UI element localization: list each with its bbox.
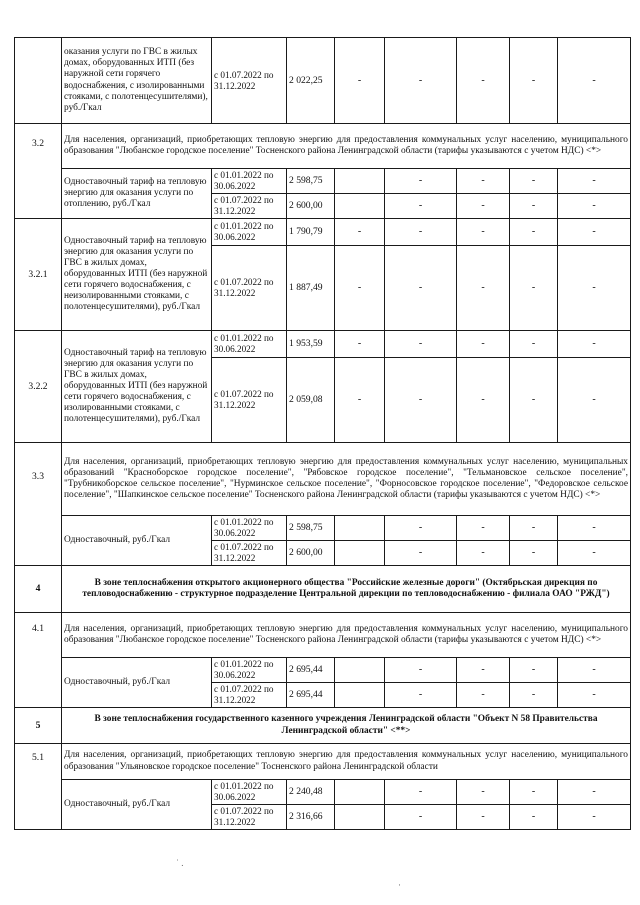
section-number: 3.2.1 [15, 219, 62, 331]
empty-value-cell: - [457, 683, 510, 708]
empty-value-cell: - [385, 219, 457, 246]
price-cell: 2 598,75 [287, 169, 335, 194]
empty-value-cell: - [385, 805, 457, 830]
section-description: Для населения, организаций, приобретающих тепловую энергию для предоставления коммунальных услуг населению, муниципального образования "Ульяновское городское поселение" Тосненского района Ленинградской области [62, 744, 631, 780]
period-cell: с 01.07.2022 по 31.12.2022 [212, 194, 287, 219]
empty-value-cell: - [457, 516, 510, 541]
empty-value-cell: - [385, 331, 457, 358]
empty-value-cell: - [558, 541, 631, 566]
tariff-table [14, 37, 631, 830]
empty-value-cell [335, 658, 385, 683]
table-row [15, 780, 631, 805]
empty-value-cell: - [558, 246, 631, 331]
empty-value-cell: - [457, 38, 510, 124]
empty-value-cell: - [335, 358, 385, 443]
table-row [15, 169, 631, 194]
period-cell: с 01.01.2022 по 30.06.2022 [212, 169, 287, 194]
empty-value-cell [335, 683, 385, 708]
empty-value-cell: - [457, 541, 510, 566]
empty-value-cell [335, 805, 385, 830]
period-cell: с 01.01.2022 по 30.06.2022 [212, 331, 287, 358]
section-number: 4.1 [15, 613, 62, 708]
tariff-name-cell: Одноставочный, руб./Гкал [62, 658, 212, 708]
period-cell: с 01.07.2022 по 31.12.2022 [212, 805, 287, 830]
empty-value-cell: - [558, 194, 631, 219]
period-cell: с 01.01.2022 по 30.06.2022 [212, 780, 287, 805]
price-cell: 2 598,75 [287, 516, 335, 541]
empty-value-cell: - [335, 331, 385, 358]
empty-value-cell: - [558, 658, 631, 683]
empty-value-cell: - [558, 358, 631, 443]
section-number: 5 [15, 708, 62, 744]
empty-value-cell: - [510, 219, 558, 246]
empty-value-cell [335, 541, 385, 566]
empty-value-cell: - [510, 516, 558, 541]
section-description-row [15, 124, 631, 169]
empty-value-cell: - [335, 219, 385, 246]
price-cell: 2 059,08 [287, 358, 335, 443]
period-cell: с 01.07.2022 по 31.12.2022 [212, 38, 287, 124]
empty-value-cell: - [558, 219, 631, 246]
price-cell: 2 600,00 [287, 541, 335, 566]
empty-value-cell [335, 194, 385, 219]
zone-heading-row [15, 566, 631, 613]
period-cell: с 01.01.2022 по 30.06.2022 [212, 658, 287, 683]
empty-value-cell: - [558, 683, 631, 708]
scan-speck: ˙ . [176, 858, 184, 868]
empty-value-cell: - [335, 246, 385, 331]
tariff-name-cell: Одноставочный тариф на тепловую энергию для оказания услуги по ГВС в жилых домах, оборудованных ИТП (без наружной сети горячего водоснабжения, с неизолированными стояками, с полотенцесушителями), руб./Гкал [62, 219, 212, 331]
empty-value-cell [335, 169, 385, 194]
period-cell: с 01.01.2022 по 30.06.2022 [212, 219, 287, 246]
empty-value-cell: - [335, 38, 385, 124]
row-number-cell [15, 38, 62, 124]
zone-heading-row [15, 708, 631, 744]
empty-value-cell: - [457, 805, 510, 830]
empty-value-cell: - [457, 194, 510, 219]
empty-value-cell: - [510, 194, 558, 219]
tariff-name-cell: Одноставочный тариф на тепловую энергию для оказания услуги по отоплению, руб./Гкал [62, 169, 212, 219]
table-row [15, 331, 631, 358]
price-cell: 2 316,66 [287, 805, 335, 830]
empty-value-cell: - [510, 331, 558, 358]
empty-value-cell: - [385, 658, 457, 683]
price-cell: 1 953,59 [287, 331, 335, 358]
empty-value-cell: - [510, 780, 558, 805]
zone-heading: В зоне теплоснабжения открытого акционерного общества "Российские железные дороги" (Октябрьская дирекция по тепловодоснабжению - структурное подразделение Центральной дирекции по тепловодоснабжению - филиала ОАО "РЖД") [62, 566, 631, 613]
price-cell: 1 887,49 [287, 246, 335, 331]
empty-value-cell: - [385, 246, 457, 331]
empty-value-cell: - [457, 658, 510, 683]
price-cell: 2 695,44 [287, 658, 335, 683]
empty-value-cell: - [558, 516, 631, 541]
period-cell: с 01.07.2022 по 31.12.2022 [212, 541, 287, 566]
period-cell: с 01.07.2022 по 31.12.2022 [212, 246, 287, 331]
empty-value-cell: - [457, 169, 510, 194]
empty-value-cell: - [510, 805, 558, 830]
table-row [15, 38, 631, 124]
empty-value-cell: - [385, 516, 457, 541]
price-cell: 1 790,79 [287, 219, 335, 246]
empty-value-cell [335, 780, 385, 805]
empty-value-cell: - [510, 683, 558, 708]
section-number: 4 [15, 566, 62, 613]
empty-value-cell: - [510, 38, 558, 124]
price-cell: 2 240,48 [287, 780, 335, 805]
empty-value-cell: - [510, 658, 558, 683]
period-cell: с 01.07.2022 по 31.12.2022 [212, 683, 287, 708]
empty-value-cell: - [558, 780, 631, 805]
period-cell: с 01.01.2022 по 30.06.2022 [212, 516, 287, 541]
price-cell: 2 022,25 [287, 38, 335, 124]
tariff-name-cell: Одноставочный тариф на тепловую энергию для оказания услуги по ГВС в жилых домах, оборудованных ИТП (без наружной сети горячего водоснабжения, с изолированными стояками, с полотенцесушителями), руб./Гкал [62, 331, 212, 443]
empty-value-cell: - [558, 169, 631, 194]
section-description-row [15, 613, 631, 658]
empty-value-cell: - [558, 805, 631, 830]
period-cell: с 01.07.2022 по 31.12.2022 [212, 358, 287, 443]
table-row [15, 516, 631, 541]
empty-value-cell: - [385, 38, 457, 124]
section-number: 3.2.2 [15, 331, 62, 443]
empty-value-cell: - [510, 541, 558, 566]
empty-value-cell: - [457, 780, 510, 805]
empty-value-cell: - [457, 331, 510, 358]
empty-value-cell: - [510, 246, 558, 331]
section-description-row [15, 443, 631, 516]
empty-value-cell: - [385, 194, 457, 219]
empty-value-cell: - [385, 683, 457, 708]
section-description: Для населения, организаций, приобретающих тепловую энергию для предоставления коммунальных услуг населению, муниципального образования "Любанское городское поселение" Тосненского района Ленинградской области (тарифы указываются с учетом НДС) <*> [62, 124, 631, 169]
empty-value-cell: - [385, 358, 457, 443]
empty-value-cell: - [385, 780, 457, 805]
price-cell: 2 695,44 [287, 683, 335, 708]
section-description: Для населения, организаций, приобретающих тепловую энергию для предоставления коммунальных услуг населению, муниципальных образований "Красноборское городское поселение", "Рябовское городское поселение", "Тельмановское сельское поселение", "Трубникоборское сельское поселение", "Нурминское сельское поселение", "Форносовское городское поселение", "Федоровское сельское поселение", "Шапкинское сельское поселение" Тосненского района Ленинградской области (тарифы указываются с учетом НДС) <*> [62, 443, 631, 516]
tariff-name-cell: Одноставочный, руб./Гкал [62, 516, 212, 566]
price-cell: 2 600,00 [287, 194, 335, 219]
section-description: Для населения, организаций, приобретающих тепловую энергию для предоставления коммунальных услуг населению, муниципального образования "Любанское городское поселение" Тосненского района Ленинградской области (тарифы указываются с учетом НДС) <*> [62, 613, 631, 658]
section-number: 3.2 [15, 124, 62, 219]
empty-value-cell: - [457, 358, 510, 443]
empty-value-cell: - [510, 358, 558, 443]
empty-value-cell [335, 516, 385, 541]
table-row [15, 658, 631, 683]
empty-value-cell: - [558, 38, 631, 124]
empty-value-cell: - [385, 169, 457, 194]
empty-value-cell: - [457, 219, 510, 246]
tariff-name-cell: Одноставочный, руб./Гкал [62, 780, 212, 830]
tariff-name-cell: оказания услуги по ГВС в жилых домах, оборудованных ИТП (без наружной сети горячего водоснабжения, с изолированными стояками, с полотенцесушителями), руб./Гкал [62, 38, 212, 124]
empty-value-cell: - [385, 541, 457, 566]
empty-value-cell: - [558, 331, 631, 358]
zone-heading: В зоне теплоснабжения государственного казенного учреждения Ленинградской области "Объект N 58 Правительства Ленинградской области" <**> [62, 708, 631, 744]
empty-value-cell: - [510, 169, 558, 194]
section-number: 5.1 [15, 744, 62, 830]
section-number: 3.3 [15, 443, 62, 566]
section-description-row [15, 744, 631, 780]
empty-value-cell: - [457, 246, 510, 331]
scan-speck: · [398, 880, 401, 890]
table-row [15, 219, 631, 246]
